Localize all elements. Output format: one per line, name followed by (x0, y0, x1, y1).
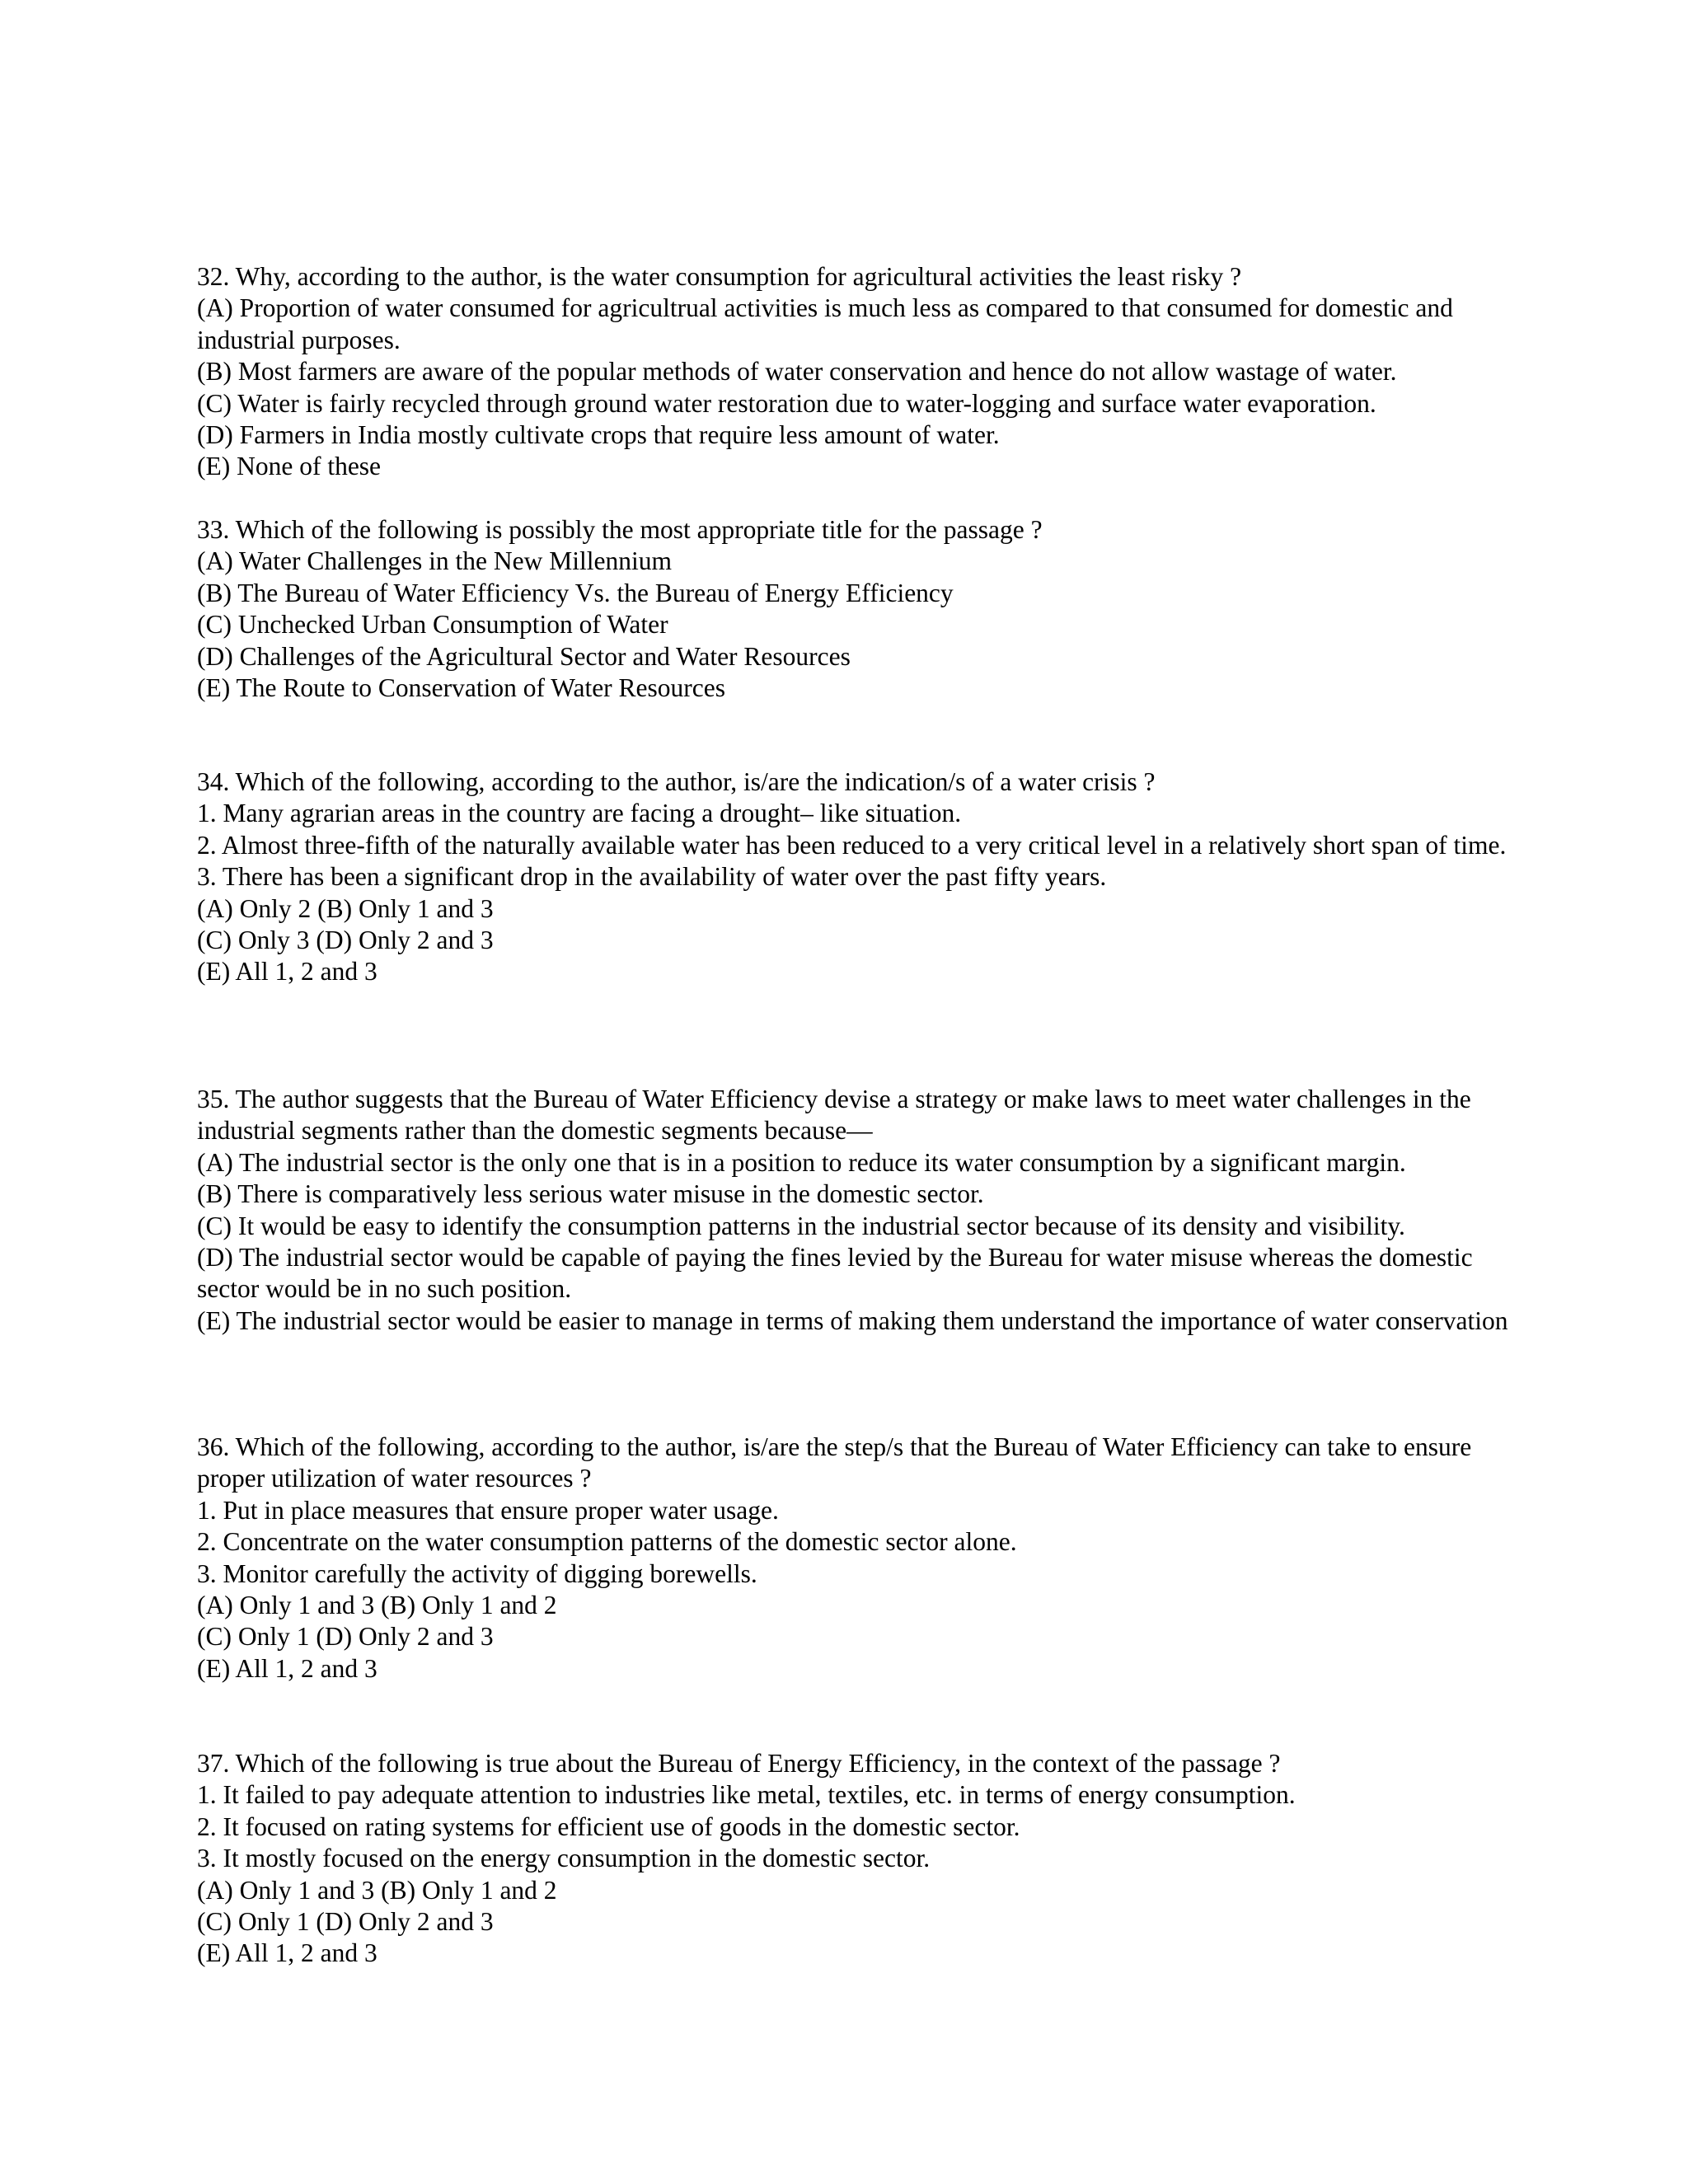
answer-option: (E) All 1, 2 and 3 (197, 957, 377, 987)
question-36 (197, 1432, 1516, 1685)
answer-option: (A) Water Challenges in the New Millennium (197, 546, 672, 576)
answer-option: (C) Only 3 (D) Only 2 and 3 (197, 926, 494, 955)
question-34 (197, 766, 1516, 988)
question-37 (197, 1748, 1516, 1970)
answer-option: (B) The Bureau of Water Efficiency Vs. the Bureau of Energy Efficiency (197, 578, 954, 607)
statement-item: 1. Many agrarian areas in the country are facing a drought– like situation. (197, 799, 962, 828)
question-stem: 37. Which of the following is true about the Bureau of Energy Efficiency, in the context of the passage ? (197, 1749, 1281, 1778)
answer-option: (C) Only 1 (D) Only 2 and 3 (197, 1907, 494, 1937)
answer-option: (C) It would be easy to identify the consumption patterns in the industrial sector because of its density and visibility. (197, 1211, 1405, 1240)
question-stem: 32. Why, according to the author, is the water consumption for agricultural activities the least risky ? (197, 262, 1242, 291)
answer-option: (B) There is comparatively less serious water misuse in the domestic sector. (197, 1179, 984, 1209)
statement-item: 1. Put in place measures that ensure proper water usage. (197, 1495, 779, 1525)
statement-item: 2. Concentrate on the water consumption patterns of the domestic sector alone. (197, 1527, 1017, 1557)
answer-option: (E) None of these (197, 452, 382, 481)
question-stem: 34. Which of the following, according to the author, is/are the indication/s of a water crisis ? (197, 767, 1156, 796)
question-33 (197, 514, 1516, 704)
answer-option: (A) The industrial sector is the only one that is in a position to reduce its water consumption by a significant margin. (197, 1147, 1406, 1177)
statement-item: 3. Monitor carefully the activity of digging borewells. (197, 1558, 757, 1588)
question-35 (197, 1084, 1516, 1337)
statement-item: 3. It mostly focused on the energy consumption in the domestic sector. (197, 1844, 931, 1873)
answer-option: (D) Challenges of the Agricultural Sector and Water Resources (197, 641, 851, 671)
statement-item: 2. Almost three-fifth of the naturally available water has been reduced to a very critical level in a relatively short span of time. (197, 830, 1507, 860)
question-stem: 35. The author suggests that the Bureau of Water Efficiency devise a strategy or make laws to meet water challenges in the industrial segments rather than the domestic segments because— (197, 1085, 1471, 1146)
question-32 (197, 261, 1516, 483)
answer-option: (C) Unchecked Urban Consumption of Water (197, 610, 668, 640)
answer-option: (A) Proportion of water consumed for agricultrual activities is much less as compared to that consumed for domestic and industrial purposes. (197, 293, 1453, 354)
question-stem: 33. Which of the following is possibly the most appropriate title for the passage ? (197, 515, 1043, 544)
answer-option: (D) Farmers in India mostly cultivate crops that require less amount of water. (197, 420, 1000, 450)
answer-option: (E) All 1, 2 and 3 (197, 1653, 377, 1683)
answer-option: (A) Only 2 (B) Only 1 and 3 (197, 893, 494, 923)
question-stem: 36. Which of the following, according to the author, is/are the step/s that the Bureau of Water Efficiency can take to ensure proper utilization of water resources ? (197, 1432, 1472, 1493)
answer-option: (A) Only 1 and 3 (B) Only 1 and 2 (197, 1591, 557, 1620)
statement-item: 3. There has been a significant drop in the availability of water over the past fifty years. (197, 862, 1107, 892)
answer-option: (E) The Route to Conservation of Water Resources (197, 673, 726, 703)
statement-item: 2. It focused on rating systems for efficient use of goods in the domestic sector. (197, 1811, 1020, 1841)
answer-option: (C) Only 1 (D) Only 2 and 3 (197, 1622, 494, 1652)
answer-option: (D) The industrial sector would be capable of paying the fines levied by the Bureau for water misuse whereas the domestic sector would be in no such position. (197, 1243, 1473, 1304)
answer-option: (A) Only 1 and 3 (B) Only 1 and 2 (197, 1875, 557, 1905)
answer-option: (B) Most farmers are aware of the popular methods of water conservation and hence do not allow wastage of water. (197, 357, 1397, 387)
statement-item: 1. It failed to pay adequate attention to industries like metal, textiles, etc. in terms of energy consumption. (197, 1780, 1296, 1810)
answer-option: (E) The industrial sector would be easier to manage in terms of making them understand the importance of water conservation (197, 1305, 1508, 1335)
answer-option: (E) All 1, 2 and 3 (197, 1938, 377, 1968)
answer-option: (C) Water is fairly recycled through ground water restoration due to water-logging and surface water evaporation. (197, 388, 1376, 418)
